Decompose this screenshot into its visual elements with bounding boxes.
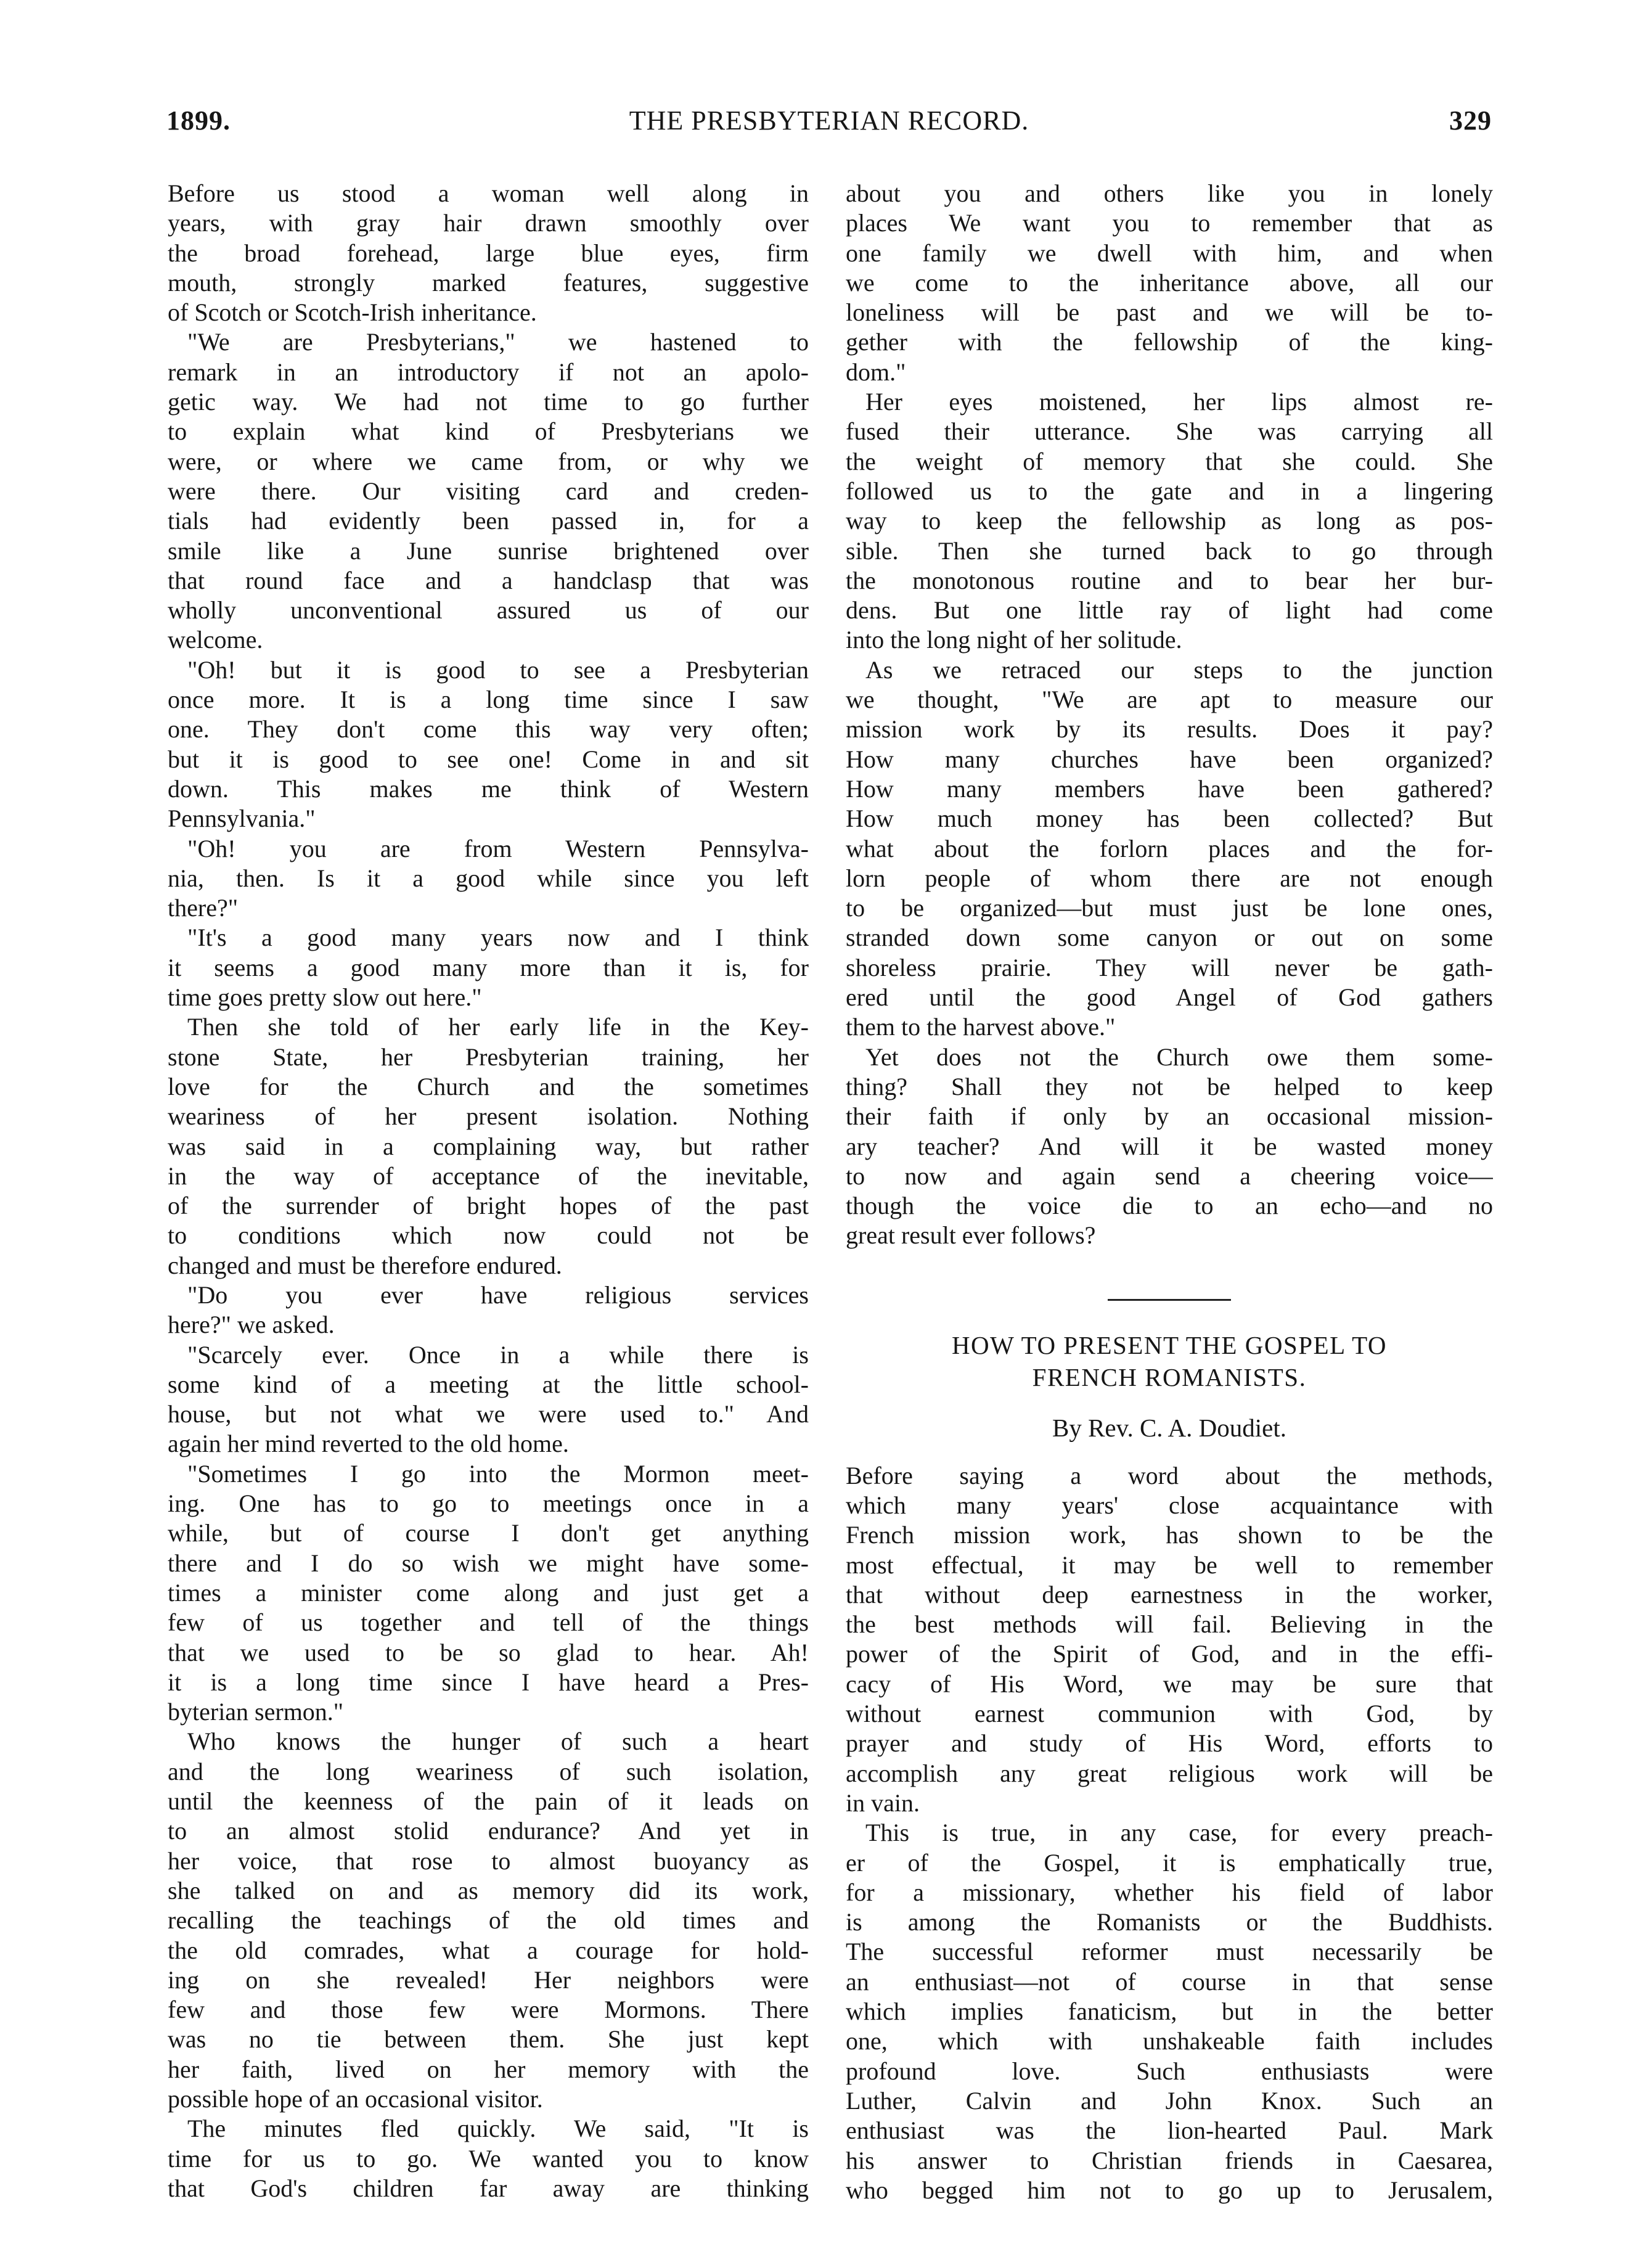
text-line: nia, then. Is it a good while since you left — [168, 864, 809, 892]
text-line: How much money has been collected? But — [846, 805, 1493, 833]
text-line: ing. One has to go to meetings once in a — [168, 1489, 809, 1518]
text-line: were, or where we came from, or why we — [168, 447, 809, 475]
text-line: time for us to go. We wanted you to know — [168, 2144, 809, 2173]
text-line: his answer to Christian friends in Caesarea, — [846, 2146, 1493, 2174]
text-line: cacy of His Word, we may be sure that — [846, 1669, 1493, 1698]
article-heading-line-1: HOW TO PRESENT THE GOSPEL TO — [951, 1330, 1388, 1359]
text-line: we come to the inheritance above, all our — [846, 268, 1493, 297]
left-column — [168, 179, 809, 2203]
text-line: the weight of memory that she could. She — [846, 447, 1493, 475]
text-line: the old comrades, what a courage for hold- — [168, 1936, 809, 1964]
text-line: lorn people of whom there are not enough — [846, 864, 1493, 892]
text-line: there and I do so wish we might have some- — [168, 1549, 809, 1577]
text-line: to conditions which now could not be — [168, 1221, 809, 1250]
running-header — [166, 105, 1492, 148]
text-line: about you and others like you in lonely — [846, 179, 1493, 207]
text-line: The successful reformer must necessarily be — [846, 1938, 1493, 1966]
text-line: smile like a June sunrise brightened over — [168, 536, 809, 565]
text-line: stone State, her Presbyterian training, her — [168, 1042, 809, 1071]
text-line: recalling the teachings of the old times and — [168, 1906, 809, 1935]
text-line: few and those few were Mormons. There — [168, 1996, 809, 2024]
text-line: that God's children far away are thinking — [168, 2174, 809, 2202]
text-line: Before saying a word about the methods, — [846, 1461, 1493, 1489]
text-line: was said in a complaining way, but rather — [168, 1132, 809, 1160]
text-line: to now and again send a cheering voice— — [846, 1161, 1493, 1190]
text-line: an enthusiast—not of course in that sense — [846, 1967, 1493, 1996]
text-line: it seems a good many more than it is, for — [168, 953, 809, 981]
text-line: of Scotch or Scotch-Irish inheritance. — [168, 298, 537, 327]
right-column — [846, 179, 1493, 2205]
text-line: "Sometimes I go into the Mormon meet- — [187, 1459, 809, 1488]
text-line: prayer and study of His Word, efforts to — [846, 1729, 1493, 1758]
text-line: some kind of a meeting at the little school- — [168, 1370, 809, 1398]
text-line: into the long night of her solitude. — [846, 626, 1182, 654]
text-line: wholly unconventional assured us of our — [168, 596, 809, 625]
text-line: was no tie between them. She just kept — [168, 2025, 809, 2054]
text-line: fused their utterance. She was carrying all — [846, 417, 1493, 446]
text-line: ered until the good Angel of God gathers — [846, 983, 1493, 1012]
text-line: byterian sermon." — [168, 1698, 344, 1726]
text-line: that we used to be so glad to hear. Ah! — [168, 1638, 809, 1666]
text-line: one. They don't come this way very often; — [168, 715, 809, 743]
text-line: stranded down some canyon or out on some — [846, 924, 1493, 952]
text-line: to be organized—but must just be lone ones, — [846, 894, 1493, 922]
text-line: their faith if only by an occasional mission- — [846, 1102, 1493, 1131]
text-line: Who knows the hunger of such a heart — [187, 1727, 809, 1756]
text-line: The minutes fled quickly. We said, "It is — [187, 2115, 809, 2143]
text-line: most effectual, it may be well to remember — [846, 1550, 1493, 1579]
text-line: which implies fanaticism, but in the better — [846, 1997, 1493, 2026]
text-line: "Do you ever have religious services — [187, 1280, 809, 1309]
text-line: Luther, Calvin and John Knox. Such an — [846, 2086, 1493, 2115]
text-line: one family we dwell with him, and when — [846, 239, 1493, 267]
text-line: getic way. We had not time to go further — [168, 388, 809, 416]
text-line: to an almost stolid endurance? And yet in — [168, 1817, 809, 1845]
text-line: until the keenness of the pain of it leads on — [168, 1787, 809, 1816]
text-line: few of us together and tell of the things — [168, 1608, 809, 1637]
text-line: once more. It is a long time since I saw — [168, 686, 809, 714]
text-line: power of the Spirit of God, and in the effi- — [846, 1640, 1493, 1668]
text-line: places We want you to remember that as — [846, 209, 1493, 237]
text-line: dens. But one little ray of light had come — [846, 596, 1493, 625]
text-line: Before us stood a woman well along in — [168, 179, 809, 207]
text-line: er of the Gospel, it is emphatically true, — [846, 1848, 1493, 1877]
text-line: remark in an introductory if not an apolo- — [168, 358, 809, 386]
text-line: "Oh! you are from Western Pennsylva- — [187, 834, 809, 862]
text-line: the best methods will fail. Believing in the — [846, 1610, 1493, 1639]
text-line: "We are Presbyterians," we hastened to — [187, 328, 809, 356]
text-line: it is a long time since I have heard a Pres- — [168, 1668, 809, 1696]
text-line: while, but of course I don't get anything — [168, 1519, 809, 1547]
text-line: love for the Church and the sometimes — [168, 1072, 809, 1100]
text-line: "It's a good many years now and I think — [187, 924, 809, 952]
text-line: Her eyes moistened, her lips almost re- — [865, 388, 1493, 416]
text-line: accomplish any great religious work will be — [846, 1759, 1493, 1787]
text-line: ing on she revealed! Her neighbors were — [168, 1965, 809, 1994]
text-line: that without deep earnestness in the worker, — [846, 1580, 1493, 1608]
text-line: followed us to the gate and in a lingering — [846, 477, 1493, 505]
text-line: one, which with unshakeable faith includes — [846, 2027, 1493, 2055]
text-line: As we retraced our steps to the junction — [865, 655, 1493, 684]
text-line: This is true, in any case, for every preach- — [865, 1819, 1493, 1847]
text-line: of the surrender of bright hopes of the past — [168, 1192, 809, 1220]
text-line: mouth, strongly marked features, suggestive — [168, 268, 809, 297]
text-line: ary teacher? And will it be wasted money — [846, 1132, 1493, 1160]
header-year: 1899. — [166, 105, 231, 136]
article-body — [846, 1461, 1493, 2205]
text-line: to explain what kind of Presbyterians we — [168, 417, 809, 446]
text-line: way to keep the fellowship as long as pos- — [846, 507, 1493, 535]
text-line: for a missionary, whether his field of labor — [846, 1878, 1493, 1906]
header-page-number: 329 — [1449, 105, 1492, 136]
text-line: sible. Then she turned back to go through — [846, 536, 1493, 565]
text-line: but it is good to see one! Come in and sit — [168, 745, 809, 773]
article-byline: By Rev. C. A. Doudiet. — [1052, 1413, 1286, 1442]
text-line: were there. Our visiting card and creden- — [168, 477, 809, 505]
article-continuation — [846, 179, 1493, 1251]
text-line: "Oh! but it is good to see a Presbyterian — [187, 655, 809, 684]
article-heading — [846, 1329, 1493, 1393]
text-line: again her mind reverted to the old home. — [168, 1430, 569, 1458]
text-line: is among the Romanists or the Buddhists. — [846, 1908, 1493, 1936]
text-line: profound love. Such enthusiasts were — [846, 2057, 1493, 2085]
text-line: time goes pretty slow out here." — [168, 983, 482, 1012]
text-line: here?" we asked. — [168, 1311, 335, 1339]
text-line: gether with the fellowship of the king- — [846, 328, 1493, 356]
article-heading-line-2: FRENCH ROMANISTS. — [1032, 1362, 1307, 1391]
text-line: and the long weariness of such isolation, — [168, 1757, 809, 1785]
text-line: How many churches have been organized? — [846, 745, 1493, 773]
text-line: French mission work, has shown to be the — [846, 1521, 1493, 1549]
text-line: we thought, "We are apt to measure our — [846, 686, 1493, 714]
text-line: in vain. — [846, 1788, 920, 1817]
header-title: THE PRESBYTERIAN RECORD. — [629, 105, 1029, 136]
text-line: dom." — [846, 358, 906, 386]
text-line: without earnest communion with God, by — [846, 1700, 1493, 1728]
text-line: what about the forlorn places and the for- — [846, 834, 1493, 862]
text-line: that round face and a handclasp that was — [168, 566, 809, 594]
text-line: down. This makes me think of Western — [168, 774, 809, 803]
text-line: there?" — [168, 894, 239, 922]
text-line: house, but not what we were used to." And — [168, 1400, 809, 1428]
text-line: Then she told of her early life in the Key- — [187, 1013, 809, 1041]
text-line: How many members have been gathered? — [846, 774, 1493, 803]
text-line: the broad forehead, large blue eyes, firm — [168, 239, 809, 267]
section-divider — [1108, 1299, 1231, 1301]
text-line: enthusiast was the lion-hearted Paul. Mark — [846, 2116, 1493, 2145]
text-line: tials had evidently been passed in, for a — [168, 507, 809, 535]
text-line: great result ever follows? — [846, 1221, 1096, 1250]
text-line: though the voice die to an echo—and no — [846, 1192, 1493, 1220]
text-line: her voice, that rose to almost buoyancy as — [168, 1846, 809, 1875]
text-line: her faith, lived on her memory with the — [168, 2055, 809, 2083]
text-line: them to the harvest above." — [846, 1013, 1116, 1041]
text-line: shoreless prairie. They will never be gath- — [846, 953, 1493, 981]
text-line: who begged him not to go up to Jerusalem, — [846, 2176, 1493, 2204]
text-line: Yet does not the Church owe them some- — [865, 1042, 1493, 1071]
text-line: welcome. — [168, 626, 263, 654]
text-line: the monotonous routine and to bear her bur- — [846, 566, 1493, 594]
text-line: weariness of her present isolation. Nothing — [168, 1102, 809, 1131]
text-line: loneliness will be past and we will be to- — [846, 298, 1493, 327]
text-line: Pennsylvania." — [168, 805, 316, 833]
text-line: years, with gray hair drawn smoothly over — [168, 209, 809, 237]
text-line: in the way of acceptance of the inevitable, — [168, 1161, 809, 1190]
text-line: changed and must be therefore endured. — [168, 1251, 562, 1279]
text-line: she talked on and as memory did its work, — [168, 1876, 809, 1904]
text-line: mission work by its results. Does it pay? — [846, 715, 1493, 743]
text-line: times a minister come along and just get a — [168, 1578, 809, 1607]
text-line: possible hope of an occasional visitor. — [168, 2085, 543, 2113]
text-line: thing? Shall they not be helped to keep — [846, 1072, 1493, 1100]
text-line: "Scarcely ever. Once in a while there is — [187, 1340, 809, 1369]
text-line: which many years' close acquaintance with — [846, 1491, 1493, 1519]
